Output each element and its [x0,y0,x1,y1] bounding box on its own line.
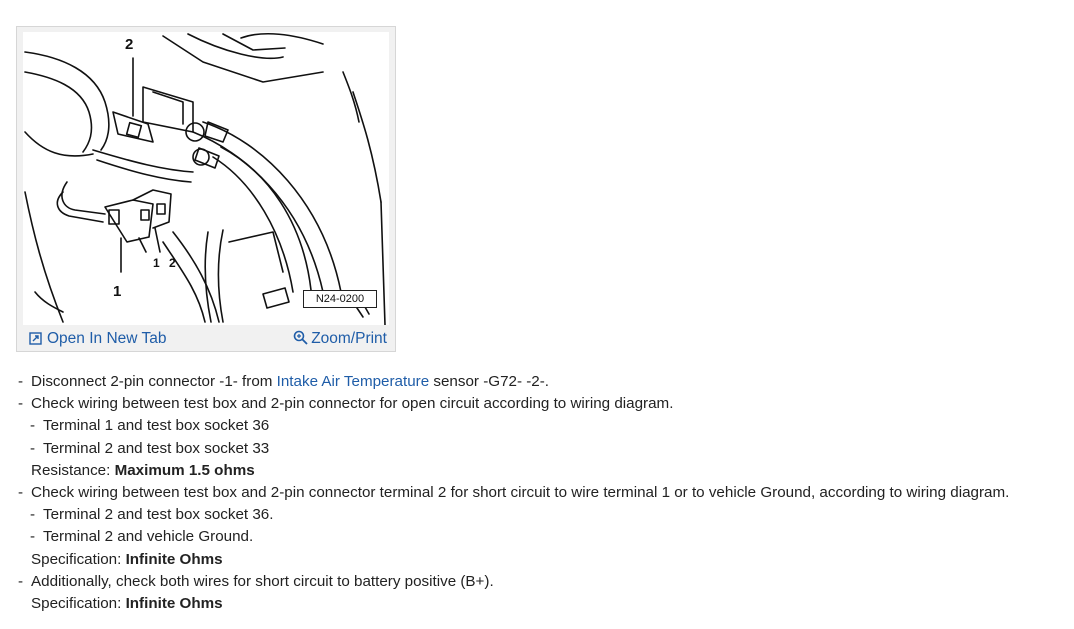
step-4 [18,571,1009,593]
bullet-dash: - [30,417,36,435]
step-1 [18,371,1009,393]
zoom-print-link[interactable] [293,330,387,350]
bullet-dash: - [30,506,36,524]
step-2-sub-1-text: Terminal 1 and test box socket 36 [43,417,270,435]
step-1-prefix: Disconnect 2-pin connector -1- from [31,373,277,390]
procedure-steps [18,371,1009,615]
step-3-text: Check wiring between test box and 2-pin connector terminal 2 for short circuit to wire terminal 1 or to vehicle Ground, according to wiring diagram. [31,484,1010,502]
bullet-dash: - [30,439,36,457]
step-3 [18,482,1009,504]
step-1-suffix: sensor -G72- -2-. [429,373,550,390]
open-in-new-tab-link[interactable] [29,330,166,350]
callout-terminal-1: 1 [153,256,160,270]
bullet-dash: - [30,528,36,546]
figure-code: N24-0200 [303,290,377,308]
bullet-dash: - [18,572,24,590]
step-2-spec [18,460,1009,482]
step-3-sub-1 [18,504,1009,526]
line-drawing [23,32,389,325]
figure-frame [16,26,396,352]
specification-label: Specification: [31,550,126,568]
specification-value: Infinite Ohms [125,595,223,613]
figure-toolbar [17,325,395,351]
bullet-dash: - [18,373,24,390]
step-3-sub-1-text: Terminal 2 and test box socket 36. [43,506,274,524]
open-in-new-tab-label: Open In New Tab [47,330,167,347]
specification-label: Specification: [31,595,126,613]
callout-1: 1 [113,283,122,300]
step-2-text: Check wiring between test box and 2-pin connector for open circuit according to wiring diagram. [31,395,674,413]
engine-bay-illustration[interactable] [23,32,389,325]
step-2-sub-2-text: Terminal 2 and test box socket 33 [43,439,270,457]
step-2 [18,393,1009,415]
specification-value: Infinite Ohms [125,550,223,568]
step-3-sub-2-text: Terminal 2 and vehicle Ground. [43,528,254,546]
resistance-value: Maximum 1.5 ohms [114,461,255,479]
step-2-sub-1 [18,415,1009,437]
callout-terminal-2: 2 [169,256,176,270]
step-3-spec [18,549,1009,571]
step-4-text: Additionally, check both wires for short circuit to battery positive (B+). [31,572,494,590]
resistance-label: Resistance: [31,461,115,479]
bullet-dash: - [18,484,24,502]
open-new-tab-icon [29,332,42,350]
magnifier-icon [293,330,308,350]
zoom-print-label: Zoom/Print [311,330,387,347]
callout-2: 2 [125,36,134,53]
intake-air-temperature-link[interactable]: Intake Air Temperature [276,373,430,390]
step-4-spec [18,593,1009,615]
bullet-dash: - [18,395,24,413]
step-3-sub-2 [18,526,1009,548]
step-2-sub-2 [18,438,1009,460]
